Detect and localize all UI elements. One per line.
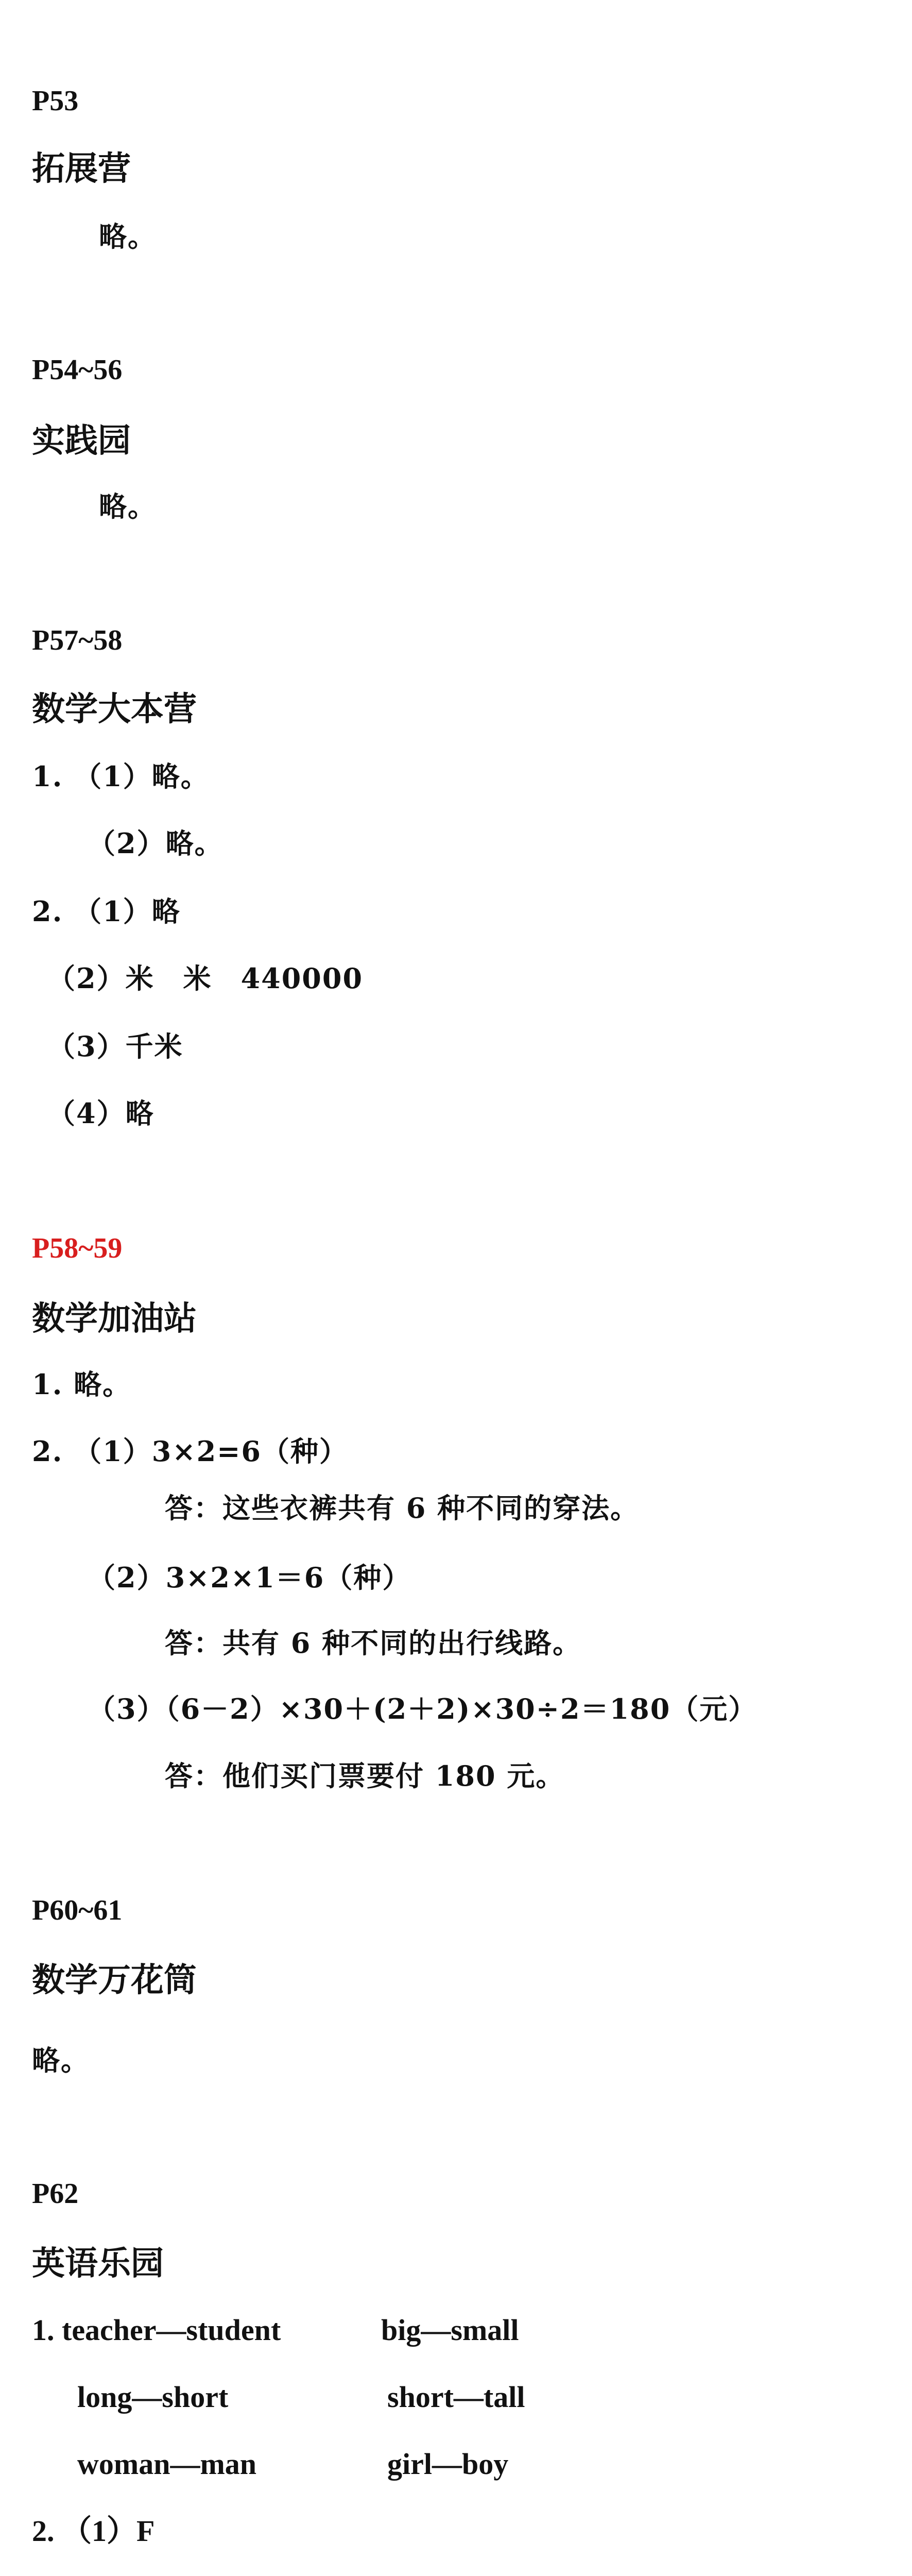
section-title-shuxue-jiayouzhan: 数学加油站 bbox=[32, 1300, 197, 1338]
answer-line: （4）略 bbox=[47, 1097, 154, 1130]
answer-line: （3）（6－2）×30＋(2＋2)×30÷2＝180（元） bbox=[88, 1692, 758, 1725]
answer-line: （2）略。 bbox=[88, 827, 223, 860]
word-pair: long—short bbox=[77, 2380, 229, 2414]
answer-line: 答：这些衣裤共有 6 种不同的穿法。 bbox=[165, 1492, 640, 1524]
answer-line: 2. （1）略 bbox=[32, 895, 181, 928]
answer-line: 2. （1）3×2=6（种） bbox=[32, 1435, 348, 1468]
section-title-yingyu-leyuan: 英语乐园 bbox=[32, 2245, 164, 2283]
section-title-shuxue-wanhuatong: 数学万花筒 bbox=[32, 1961, 197, 1999]
answer-line: 答：他们买门票要付 180 元。 bbox=[165, 1759, 565, 1792]
answer-line: （3）千米 bbox=[47, 1030, 183, 1063]
word-pair: big—small bbox=[381, 2313, 519, 2347]
answer-line: （2）3×2×1＝6（种） bbox=[88, 1561, 411, 1594]
answer-line: 略。 bbox=[99, 220, 157, 253]
page-label-p54-56: P54~56 bbox=[32, 354, 123, 386]
answer-line: 1. 略。 bbox=[32, 1368, 132, 1401]
section-title-shijianyuan: 实践园 bbox=[32, 422, 131, 460]
word-pair: 1. teacher—student bbox=[32, 2313, 281, 2347]
word-pair: girl—boy bbox=[387, 2447, 509, 2481]
answer-line: 略。 bbox=[99, 490, 157, 523]
answer-line: 略。 bbox=[32, 2044, 90, 2077]
page-label-p57-58: P57~58 bbox=[32, 624, 123, 656]
word-pair: short—tall bbox=[387, 2380, 525, 2414]
answer-line: 2. （1）F bbox=[32, 2514, 155, 2548]
answer-line: （2）米 米 440000 bbox=[47, 962, 364, 995]
section-title-tuozhanying: 拓展营 bbox=[32, 150, 131, 188]
page-label-p58-59: P58~59 bbox=[32, 1232, 123, 1264]
page-label-p60-61: P60~61 bbox=[32, 1894, 123, 1926]
word-pair: woman—man bbox=[77, 2447, 257, 2481]
section-title-shuxue-dabenying: 数学大本营 bbox=[32, 690, 197, 728]
page-label-p62: P62 bbox=[32, 2178, 79, 2210]
answer-line: 答：共有 6 种不同的出行线路。 bbox=[165, 1626, 582, 1659]
answer-line: 1. （1）略。 bbox=[32, 760, 210, 793]
page-label-p53: P53 bbox=[32, 85, 79, 117]
